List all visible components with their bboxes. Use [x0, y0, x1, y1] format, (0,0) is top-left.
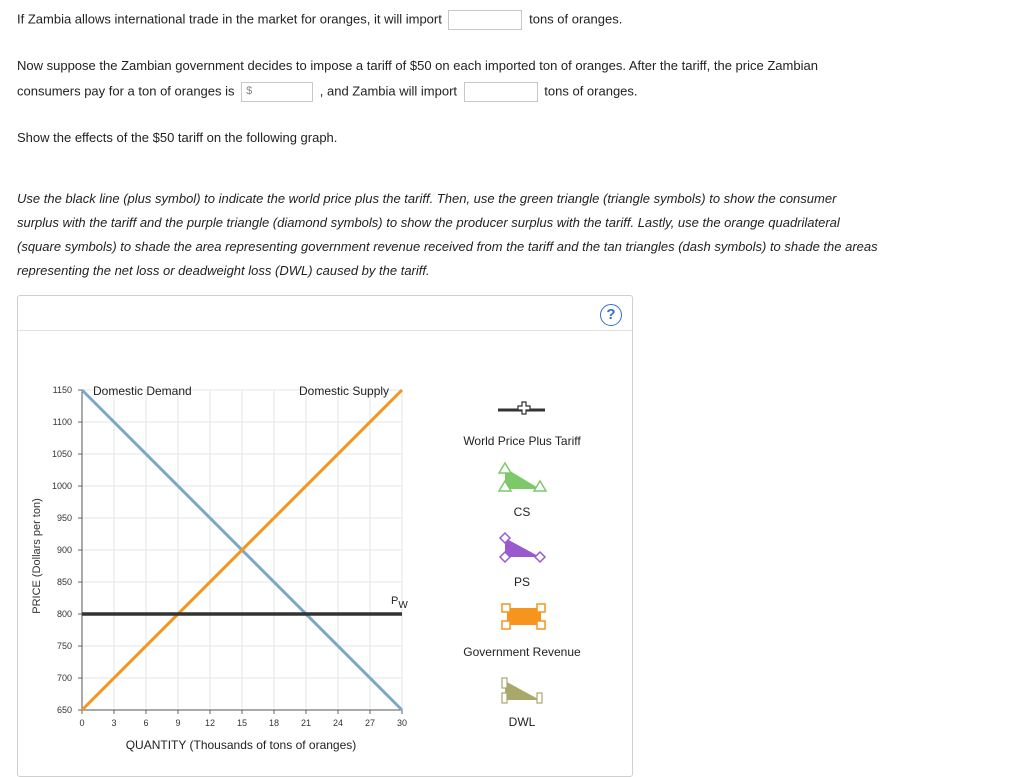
import-free-trade-input[interactable]	[448, 10, 522, 30]
x-tick-label: 9	[175, 718, 181, 728]
q2-text-mid: , and Zambia will import	[319, 83, 458, 99]
y-tick-label: 1150	[52, 385, 72, 395]
orange-rect-icon	[507, 608, 541, 625]
graph-svg[interactable]	[18, 331, 632, 771]
legend-cs-label: CS	[513, 505, 531, 519]
legend-dwl-label: DWL	[508, 715, 536, 729]
instruction-line3: (square symbols) to shade the area representing government revenue received from the tariff and the tan triangles (dash symbols) to shade the areas	[17, 239, 878, 254]
square-symbol-icon	[537, 604, 545, 612]
legend-gov-label: Government Revenue	[463, 645, 581, 659]
q2-text-after: tons of oranges.	[544, 83, 638, 99]
dash-symbol-icon	[502, 678, 507, 688]
dollar-sign: $	[246, 85, 253, 97]
x-tick-label: 15	[236, 718, 248, 728]
y-tick-label: 950	[56, 513, 72, 523]
y-tick-label: 1000	[51, 481, 72, 491]
instruction-line2: surplus with the tariff and the purple triangle (diamond symbols) to show the producer surplus with the tariff. Lastly, use the orange quadrilateral	[17, 215, 840, 230]
y-tick-label: 800	[56, 609, 72, 619]
legend-gov-revenue[interactable]	[463, 604, 581, 659]
x-tick-label: 6	[143, 718, 149, 728]
q2-line1: Now suppose the Zambian government decides to impose a tariff of $50 on each imported ton of oranges. After the tariff, the price Zambian	[17, 58, 818, 73]
panel-toolbar	[18, 296, 632, 331]
help-button[interactable]: ?	[600, 304, 622, 326]
plus-icon	[518, 402, 530, 414]
y-axis-label: PRICE (Dollars per ton)	[31, 498, 43, 614]
supply-label: Domestic Supply	[299, 384, 390, 398]
legend-cs[interactable]	[499, 463, 546, 519]
legend-ps-label: PS	[513, 575, 531, 589]
x-tick-label: 21	[300, 718, 312, 728]
legend-world-price-plus-tariff[interactable]	[463, 402, 581, 448]
dash-symbol-icon	[537, 693, 542, 703]
dash-symbol-icon	[502, 693, 507, 703]
diamond-symbol-icon	[535, 552, 545, 562]
purple-triangle-icon	[505, 538, 540, 557]
q1-text-before: If Zambia allows international trade in the market for oranges, it will import	[17, 11, 442, 27]
triangle-symbol-icon	[534, 481, 546, 491]
world-price-label: PW	[391, 595, 408, 611]
question-import-free-trade	[17, 10, 622, 30]
x-tick-label: 27	[364, 718, 376, 728]
question-tariff	[17, 82, 638, 102]
x-tick-label: 30	[396, 718, 408, 728]
q2-text-before: consumers pay for a ton of oranges is	[17, 83, 235, 99]
square-symbol-icon	[502, 621, 510, 629]
legend-wpt-label: World Price Plus Tariff	[463, 434, 581, 448]
tan-triangle-icon	[505, 681, 540, 700]
x-tick-label: 18	[268, 718, 280, 728]
x-tick-label: 0	[79, 718, 85, 728]
y-tick-label: 650	[56, 705, 72, 715]
y-tick-label: 700	[56, 673, 72, 683]
y-tick-label: 750	[56, 641, 72, 651]
instruction-show-effects: Show the effects of the $50 tariff on the following graph.	[17, 130, 338, 145]
x-tick-label: 12	[204, 718, 216, 728]
instruction-line4: representing the net loss or deadweight loss (DWL) caused by the tariff.	[17, 263, 430, 278]
tariff-price-input[interactable]	[241, 82, 313, 102]
square-symbol-icon	[502, 604, 510, 612]
triangle-symbol-icon	[499, 463, 511, 473]
square-symbol-icon	[537, 621, 545, 629]
demand-label: Domestic Demand	[93, 384, 192, 398]
x-axis-label: QUANTITY (Thousands of tons of oranges)	[125, 738, 357, 752]
legend-dwl[interactable]	[502, 678, 542, 729]
y-tick-label: 1100	[52, 417, 72, 427]
instruction-line1: Use the black line (plus symbol) to indicate the world price plus the tariff. Then, use the green triangle (triangle symbols) to show the consumer	[17, 191, 837, 206]
x-tick-label: 24	[332, 718, 344, 728]
y-tick-label: 850	[56, 577, 72, 587]
x-tick-label: 3	[111, 718, 117, 728]
q1-text-after: tons of oranges.	[529, 11, 623, 27]
graph-panel	[17, 295, 633, 777]
y-tick-label: 1050	[51, 449, 72, 459]
y-tick-label: 900	[56, 545, 72, 555]
import-tariff-input[interactable]	[464, 82, 538, 102]
legend-ps[interactable]	[500, 533, 545, 589]
